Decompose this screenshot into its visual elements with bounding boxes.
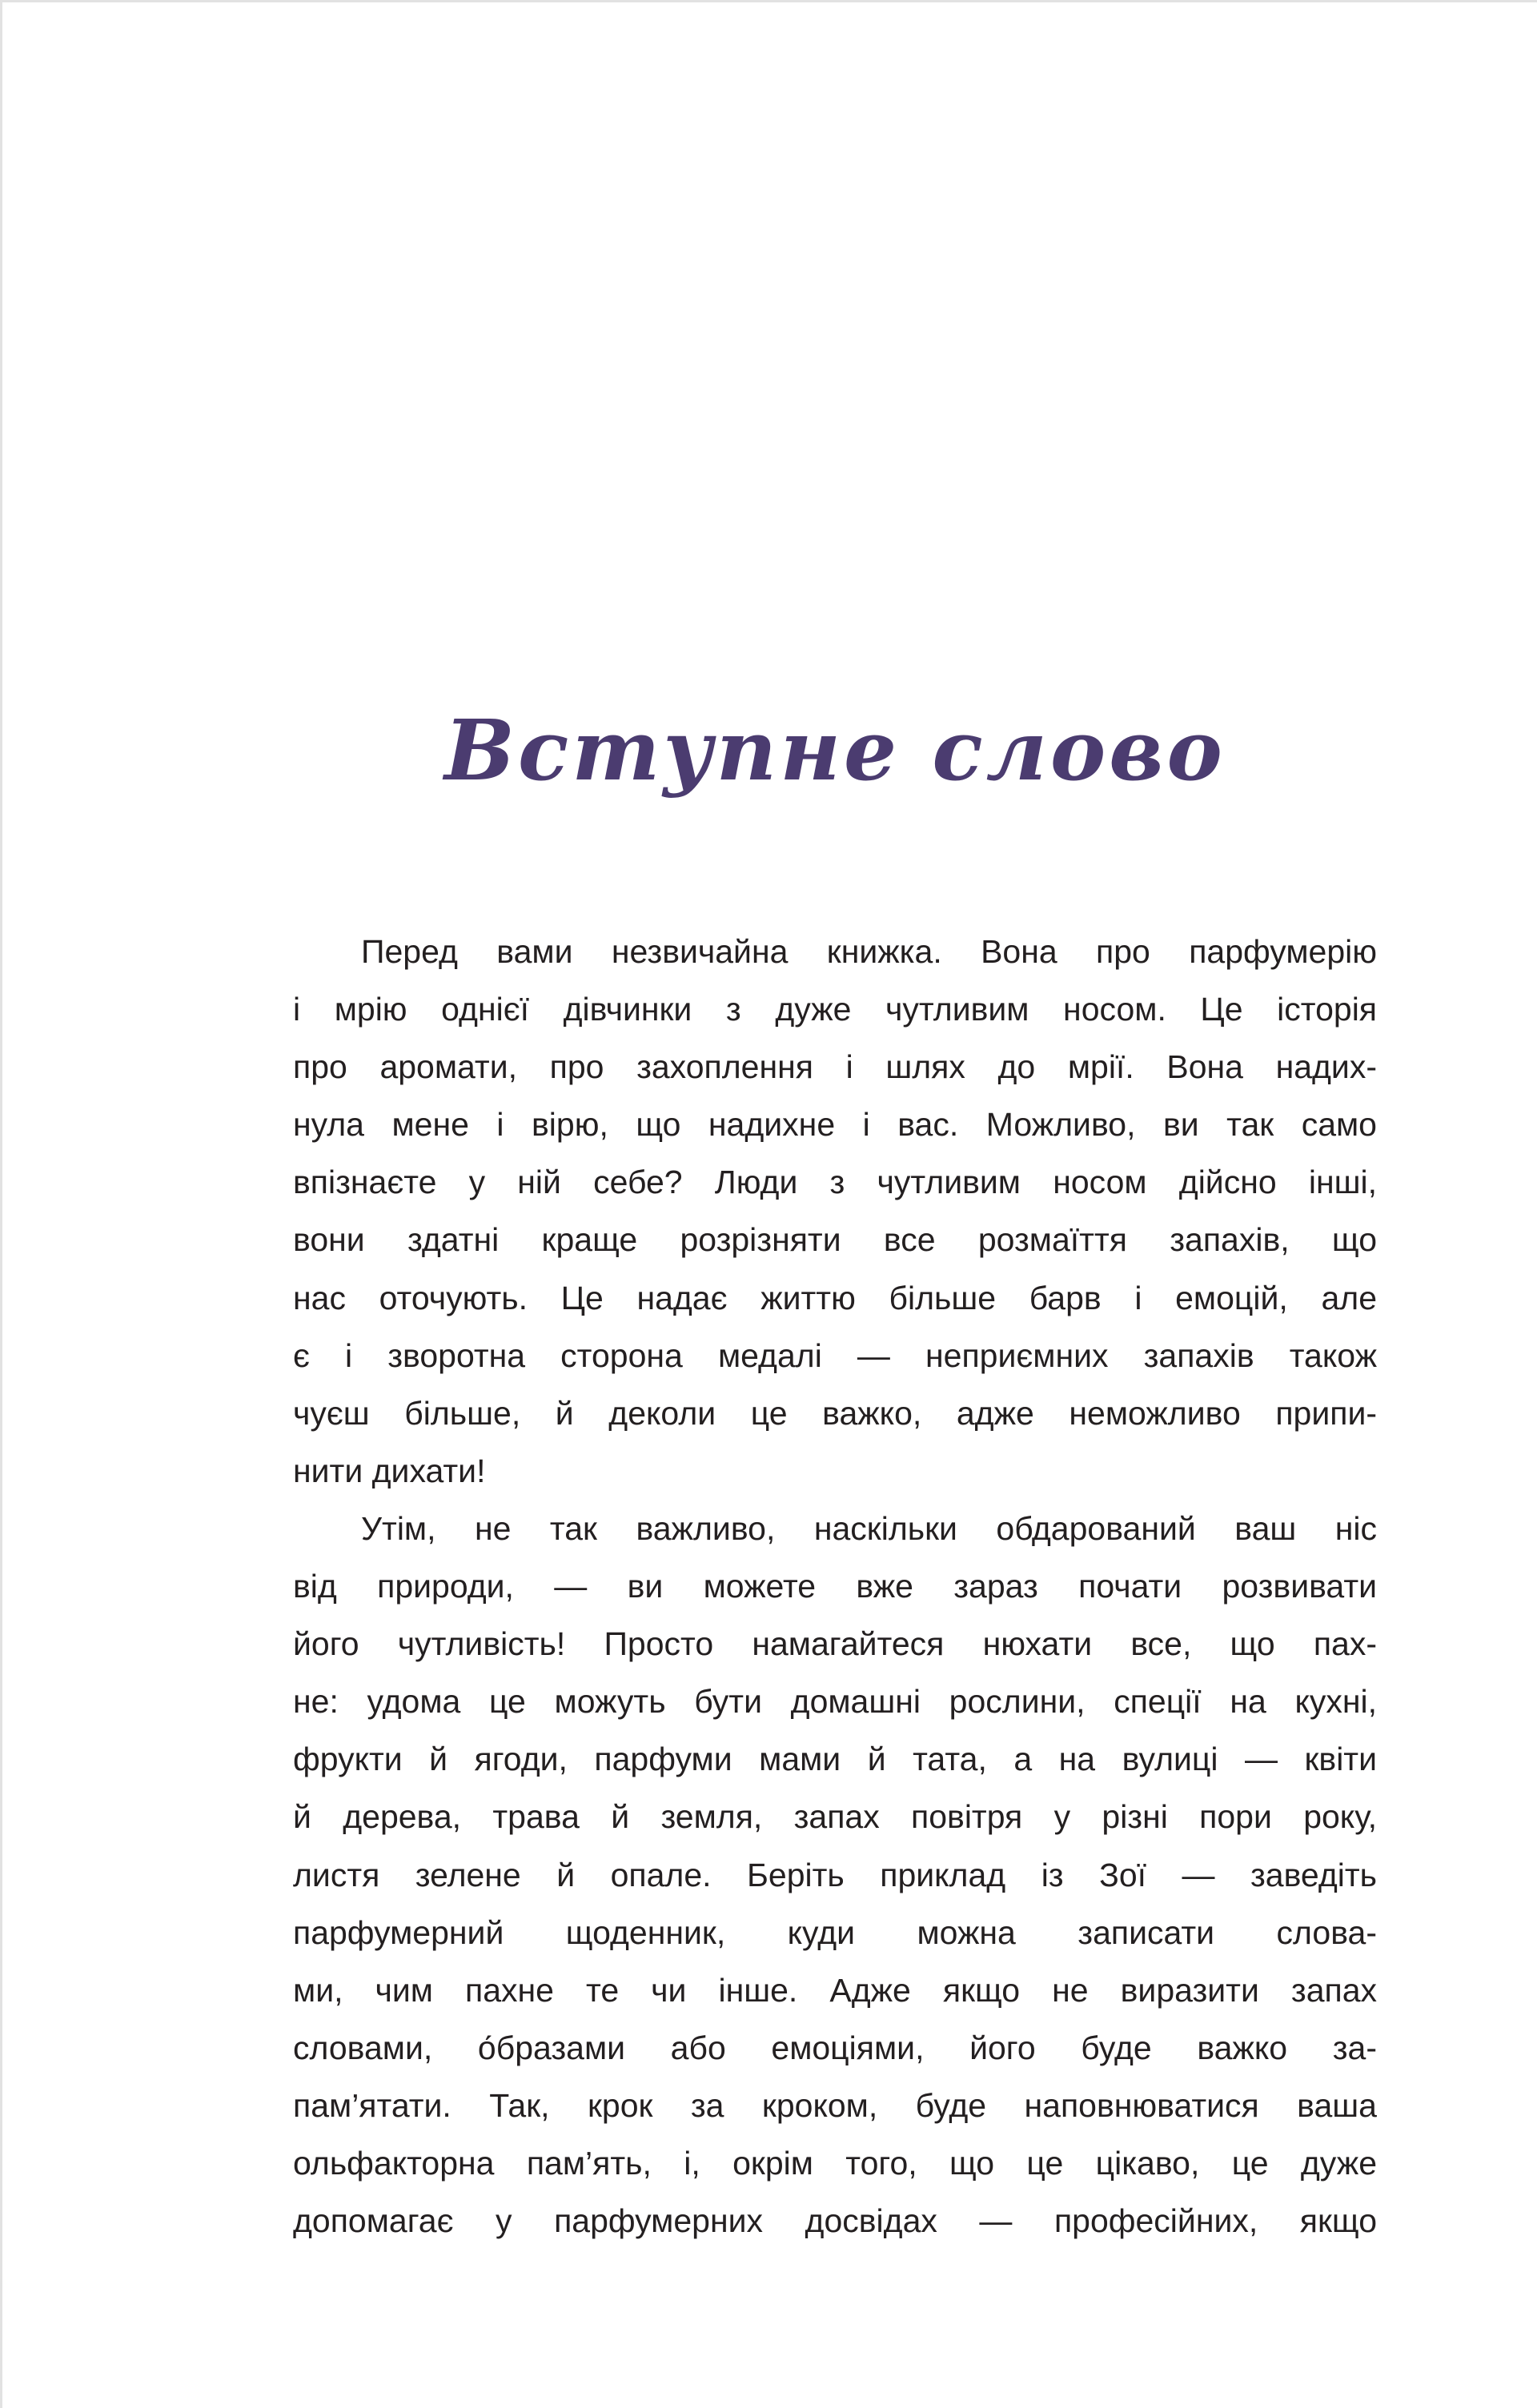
text-line: Утім, не так важливо, наскільки обдарований ваш ніс <box>361 1509 1377 1547</box>
text-line: й дерева, трава й земля, запах повітря у різні пори року, <box>293 1798 1377 1836</box>
text-line: Перед вами незвичайна книжка. Вона про парфумерію <box>361 933 1377 970</box>
text-line: пам’ятати. Так, крок за кроком, буде наповнюватися ваша <box>293 2086 1377 2124</box>
body-text <box>293 923 1377 2250</box>
text-line: парфумерний щоденник, куди можна записати слова- <box>293 1913 1377 1951</box>
text-line: від природи, — ви можете вже зараз почати розвивати <box>293 1568 1377 1605</box>
text-line: вони здатні краще розрізняти все розмаїття запахів, що <box>293 1221 1377 1259</box>
text-line: не: удома це можуть бути домашні рослини, спеції на кухні, <box>293 1683 1377 1721</box>
text-line: про аромати, про захоплення і шлях до мрії. Вона надих- <box>293 1048 1377 1086</box>
paragraph-2 <box>293 1500 1377 2250</box>
paragraph-1 <box>293 923 1377 1500</box>
text-line: листя зелене й опале. Беріть приклад із Зої — заведіть <box>293 1856 1377 1893</box>
text-line: нула мене і вірю, що надихне і вас. Можливо, ви так само <box>293 1106 1377 1144</box>
text-line: є і зворотна сторона медалі — неприємних запахів також <box>293 1336 1377 1374</box>
text-line: допомагає у парфумерних досвідах — професійних, якщо <box>293 2202 1377 2240</box>
text-line: ми, чим пахне те чи інше. Адже якщо не виразити запах <box>293 1971 1377 2009</box>
text-line: нити дихати! <box>293 1452 486 1489</box>
text-line: його чутливість! Просто намагайтеся нюхати все, що пах- <box>293 1625 1377 1663</box>
chapter-title: Вступне слово <box>444 700 1226 799</box>
text-line: нас оточують. Це надає життю більше барв і емоцій, але <box>293 1279 1377 1316</box>
text-line: впізнаєте у ній себе? Люди з чутливим носом дійсно інші, <box>293 1164 1377 1201</box>
text-line: фрукти й ягоди, парфуми мами й тата, а на вулиці — квіти <box>293 1741 1377 1778</box>
text-line: словами, о́бразами або емоціями, його буде важко за- <box>293 2029 1377 2066</box>
text-line: і мрію однієї дівчинки з дуже чутливим носом. Це історія <box>293 991 1377 1028</box>
text-line: чуєш більше, й деколи це важко, адже неможливо припи- <box>293 1394 1377 1432</box>
text-line: ольфакторна пам’ять, і, окрім того, що це цікаво, це дуже <box>293 2144 1377 2182</box>
